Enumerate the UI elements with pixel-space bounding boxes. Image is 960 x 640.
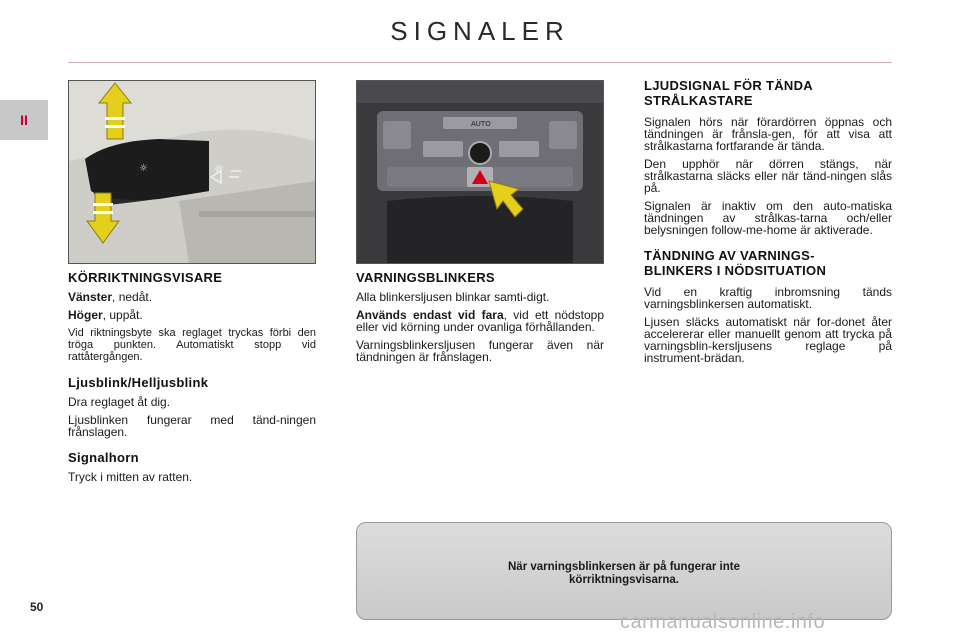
right-text: Höger, uppåt. <box>68 308 143 322</box>
emergency-text-1: Vid en kraftig inbromsning tänds varningsblinkersen automatiskt. <box>644 285 892 311</box>
chapter-tab[interactable]: II <box>0 100 48 140</box>
headlamp-text-2: Den upphör när dörren stängs, när strålkastarna släcks eller när tänd-ningen slås på. <box>644 157 892 195</box>
emergency-text-2: Ljusen släcks automatiskt när for-donet åter accelererar eller manuellt genom att trycka på varningsblin-kersljusens reglage på instrument-brädan. <box>644 315 892 365</box>
heading-emergency-hazard: TÄNDNING AV VARNINGS- BLINKERS I NÖDSITUATION <box>644 248 827 278</box>
headlamp-text-1: Signalen hörs när förardörren öppnas och tändningen är frånsla-gen, för att visa att strålkastarna fortfarande är tända. <box>644 115 892 153</box>
hazard-text-1: Alla blinkersljusen blinkar samti-digt. <box>356 290 550 304</box>
page-number: 50 <box>30 600 44 614</box>
horn-text: Tryck i mitten av ratten. <box>68 470 193 484</box>
hazard-text-2: Används endast vid fara, vid ett nödstopp eller vid körning under ovanliga förhållanden. <box>356 308 604 334</box>
auto-button-label: AUTO <box>471 120 491 128</box>
stalk-photo <box>68 80 316 264</box>
heading-flash: Ljusblink/Helljusblink <box>68 375 209 390</box>
headlamp-text-3: Signalen är inaktiv om den auto-matiska tändningen av strålkas-tarna och/eller belysningen follow-me-home är aktiverade. <box>644 199 892 237</box>
hazard-text-3: Varningsblinkersljusen fungerar även när tändningen är frånslagen. <box>356 338 604 364</box>
flash-instruction: Dra reglaget åt dig. <box>68 395 171 409</box>
left-text: Vänster, nedåt. <box>68 290 153 304</box>
watermark: carmanualsonline.info <box>620 611 826 633</box>
svg-text:☼: ☼ <box>139 163 148 174</box>
heading-horn: Signalhorn <box>68 450 139 465</box>
hazard-button <box>467 167 493 187</box>
title-divider <box>68 62 892 63</box>
heading-turn-signals: KÖRRIKTNINGSVISARE <box>68 270 223 285</box>
heading-headlamp-signal: LJUDSIGNAL FÖR TÄNDA STRÅLKASTARE <box>644 78 813 108</box>
note-box <box>356 522 892 620</box>
lane-change-text: Vid riktningsbyte ska reglaget tryckas förbi den tröga punkten. Automatiskt stopp vid rattåtergången. <box>68 327 316 363</box>
flash-note: Ljusblinken fungerar med tänd-ningen frånslagen. <box>68 413 316 439</box>
page-title: SIGNALER <box>390 16 570 46</box>
heading-hazard: VARNINGSBLINKERS <box>356 270 495 285</box>
note-text: När varningsblinkersen är på fungerar inte körriktningsvisarna. <box>508 561 740 586</box>
hazard-panel-photo <box>356 80 604 264</box>
